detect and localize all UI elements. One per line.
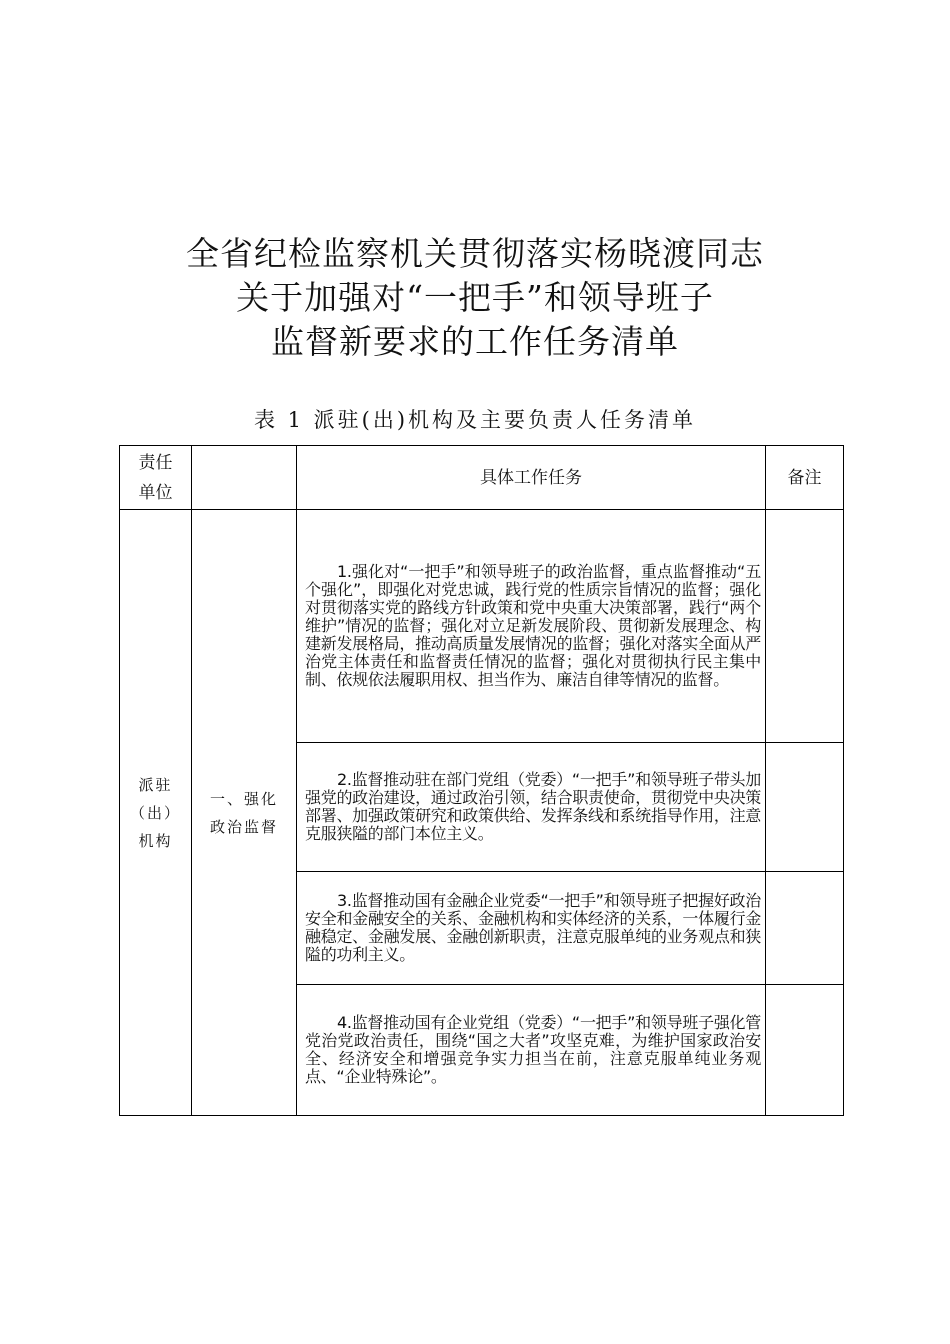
task-cell-4	[297, 985, 766, 1116]
remark-cell-4	[766, 985, 844, 1116]
header-specific-tasks: 具体工作任务	[297, 446, 766, 510]
task-text-4: 4.监督推动国有企业党组（党委）“一把手”和领导班子强化管党治党政治责任，围绕“国之大者”攻坚克难，为维护国家政治安全、经济安全和增强竞争实力担当在前，注意克服单纯业务观点、“企业特殊论”。	[305, 1013, 761, 1086]
remark-cell-3	[766, 872, 844, 985]
remark-cell-2	[766, 743, 844, 872]
responsible-unit-cell: 派驻 （出） 机构	[120, 510, 192, 1116]
table-caption: 表 1 派驻(出)机构及主要负责人任务清单	[253, 408, 697, 432]
task-text-3: 3.监督推动国有金融企业党委“一把手”和领导班子把握好政治安全和金融安全的关系、金融机构和实体经济的关系，一体履行金融稳定、金融发展、金融创新职责，注意克服单纯的业务观点和狭隘的功利主义。	[305, 891, 761, 964]
title-line-2: 关于加强对“一把手”和领导班子	[236, 278, 714, 317]
task-table	[119, 445, 844, 1116]
header-responsible-unit: 责任 单位	[120, 446, 192, 510]
category-cell: 一、强化 政治监督	[192, 510, 297, 1116]
task-text-2: 2.监督推动驻在部门党组（党委）“一把手”和领导班子带头加强党的政治建设，通过政治引领，结合职责使命，贯彻党中央决策部署、加强政策研究和政策供给、发挥条线和系统指导作用，注意克服狭隘的部门本位主义。	[305, 770, 761, 843]
title-line-1: 全省纪检监察机关贯彻落实杨晓渡同志	[186, 234, 764, 273]
table-row	[120, 510, 844, 743]
document-title	[0, 232, 950, 364]
remark-cell-1	[766, 510, 844, 743]
header-remarks: 备注	[766, 446, 844, 510]
table-header-row	[120, 446, 844, 510]
header-category	[192, 446, 297, 510]
title-line-3: 监督新要求的工作任务清单	[271, 322, 679, 361]
task-cell-1	[297, 510, 766, 743]
task-text-1: 1.强化对“一把手”和领导班子的政治监督，重点监督推动“五个强化”，即强化对党忠诚，践行党的性质宗旨情况的监督；强化对贯彻落实党的路线方针政策和党中央重大决策部署，践行“两个维护”情况的监督；强化对立足新发展阶段、贯彻新发展理念、构建新发展格局，推动高质量发展情况的监督；强化对落实全面从严治党主体责任和监督责任情况的监督；强化对贯彻执行民主集中制、依规依法履职用权、担当作为、廉洁自律等情况的监督。	[305, 562, 761, 689]
task-cell-3	[297, 872, 766, 985]
task-cell-2	[297, 743, 766, 872]
